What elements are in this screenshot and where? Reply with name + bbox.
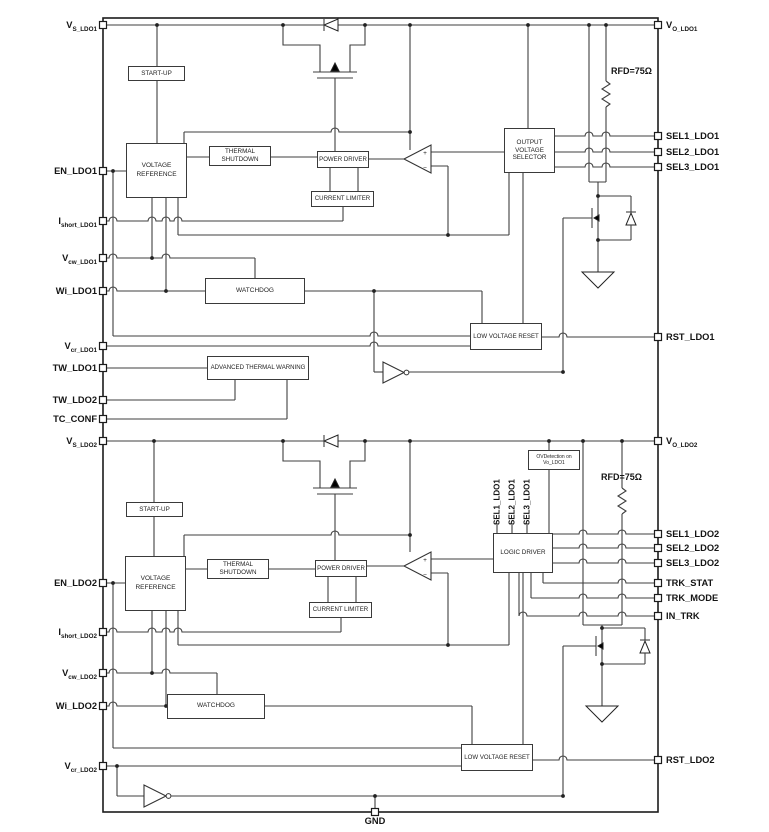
rotated-label-sel2_ldo1: SEL2_LDO1 bbox=[507, 479, 517, 525]
block-watchdog1: WATCHDOG bbox=[205, 278, 305, 304]
rotated-label-sel1_ldo1: SEL1_LDO1 bbox=[492, 479, 502, 525]
pin-v-o-ldo1: $V_{O\_LDO1}$ bbox=[666, 20, 698, 33]
pin-i-short-ldo2: $I_{short\_LDO2}$ bbox=[58, 627, 97, 640]
block-curlim1: CURRENT LIMITER bbox=[311, 191, 374, 207]
pin-v-s-ldo2: $V_{S\_LDO2}$ bbox=[66, 436, 97, 449]
resistor-rfd1-label: RFD=75Ω bbox=[611, 66, 652, 76]
block-powerdrv1: POWER DRIVER bbox=[317, 151, 369, 168]
pin-trk-mode: TRK_MODE bbox=[666, 593, 719, 603]
block-powerdrv2: POWER DRIVER bbox=[315, 560, 367, 577]
pin-sel3-ldo2: SEL3_LDO2 bbox=[666, 558, 720, 568]
pin-i-short-ldo1: $I_{short\_LDO1}$ bbox=[58, 216, 97, 229]
pin-v-o-ldo2: $V_{O\_LDO2}$ bbox=[666, 436, 698, 449]
block-watchdog2: WATCHDOG bbox=[167, 694, 265, 719]
pin-en-ldo1: EN_LDO1 bbox=[54, 166, 97, 176]
block-lvr1: LOW VOLTAGE RESET bbox=[470, 323, 542, 350]
pin-en-ldo2: EN_LDO2 bbox=[54, 578, 97, 588]
block-logicdrv: LOGIC DRIVER bbox=[493, 533, 553, 573]
rotated-label-sel3_ldo1: SEL3_LDO1 bbox=[522, 479, 532, 525]
pin-v-s-ldo1: $V_{S\_LDO1}$ bbox=[66, 20, 97, 33]
block-thermal1: THERMAL SHUTDOWN bbox=[209, 146, 271, 166]
pin-in-trk: IN_TRK bbox=[666, 611, 700, 621]
resistor-rfd2-label: RFD=75Ω bbox=[601, 472, 642, 482]
block-startup1: START-UP bbox=[128, 66, 185, 81]
block-atw: ADVANCED THERMAL WARNING bbox=[207, 356, 309, 380]
opamp-minus-sign: − bbox=[423, 165, 427, 172]
block-vref2: VOLTAGE REFERENCE bbox=[125, 556, 186, 611]
pin-v-cr-ldo2: $V_{cr\_LDO2}$ bbox=[64, 761, 97, 774]
block-thermal2: THERMAL SHUTDOWN bbox=[207, 559, 269, 579]
pin-gnd: GND bbox=[364, 816, 386, 826]
block-startup2: START-UP bbox=[126, 502, 183, 517]
pin-sel2-ldo2: SEL2_LDO2 bbox=[666, 543, 720, 553]
opamp-minus-sign: − bbox=[423, 572, 427, 579]
pin-rst-ldo2: RST_LDO2 bbox=[666, 755, 715, 765]
pin-trk-stat: TRK_STAT bbox=[666, 578, 714, 588]
pin-sel1-ldo2: SEL1_LDO2 bbox=[666, 529, 720, 539]
block-vref1: VOLTAGE REFERENCE bbox=[126, 143, 187, 198]
opamp-plus-sign: + bbox=[423, 557, 427, 564]
block-ovs: OUTPUT VOLTAGE SELECTOR bbox=[504, 128, 555, 173]
block-lvr2: LOW VOLTAGE RESET bbox=[461, 744, 533, 771]
pin-sel1-ldo1: SEL1_LDO1 bbox=[666, 131, 720, 141]
pin-wi-ldo1: Wi_LDO1 bbox=[55, 286, 97, 296]
pin-tw-ldo1: TW_LDO1 bbox=[52, 363, 97, 373]
pin-sel3-ldo1: SEL3_LDO1 bbox=[666, 162, 720, 172]
opamp-plus-sign: + bbox=[423, 150, 427, 157]
pin-sel2-ldo1: SEL2_LDO1 bbox=[666, 147, 720, 157]
pin-tw-ldo2: TW_LDO2 bbox=[52, 395, 97, 405]
pin-rst-ldo1: RST_LDO1 bbox=[666, 332, 715, 342]
block-curlim2: CURRENT LIMITER bbox=[309, 602, 372, 618]
pin-v-cw-ldo1: $V_{cw\_LDO1}$ bbox=[62, 253, 97, 266]
pin-wi-ldo2: Wi_LDO2 bbox=[55, 701, 97, 711]
block-ovdet: OVDetection on Vo_LDO1 bbox=[528, 450, 580, 470]
pin-v-cr-ldo1: $V_{cr\_LDO1}$ bbox=[64, 341, 97, 354]
pin-tc-conf: TC_CONF bbox=[53, 414, 97, 424]
pin-v-cw-ldo2: $V_{cw\_LDO2}$ bbox=[62, 668, 97, 681]
